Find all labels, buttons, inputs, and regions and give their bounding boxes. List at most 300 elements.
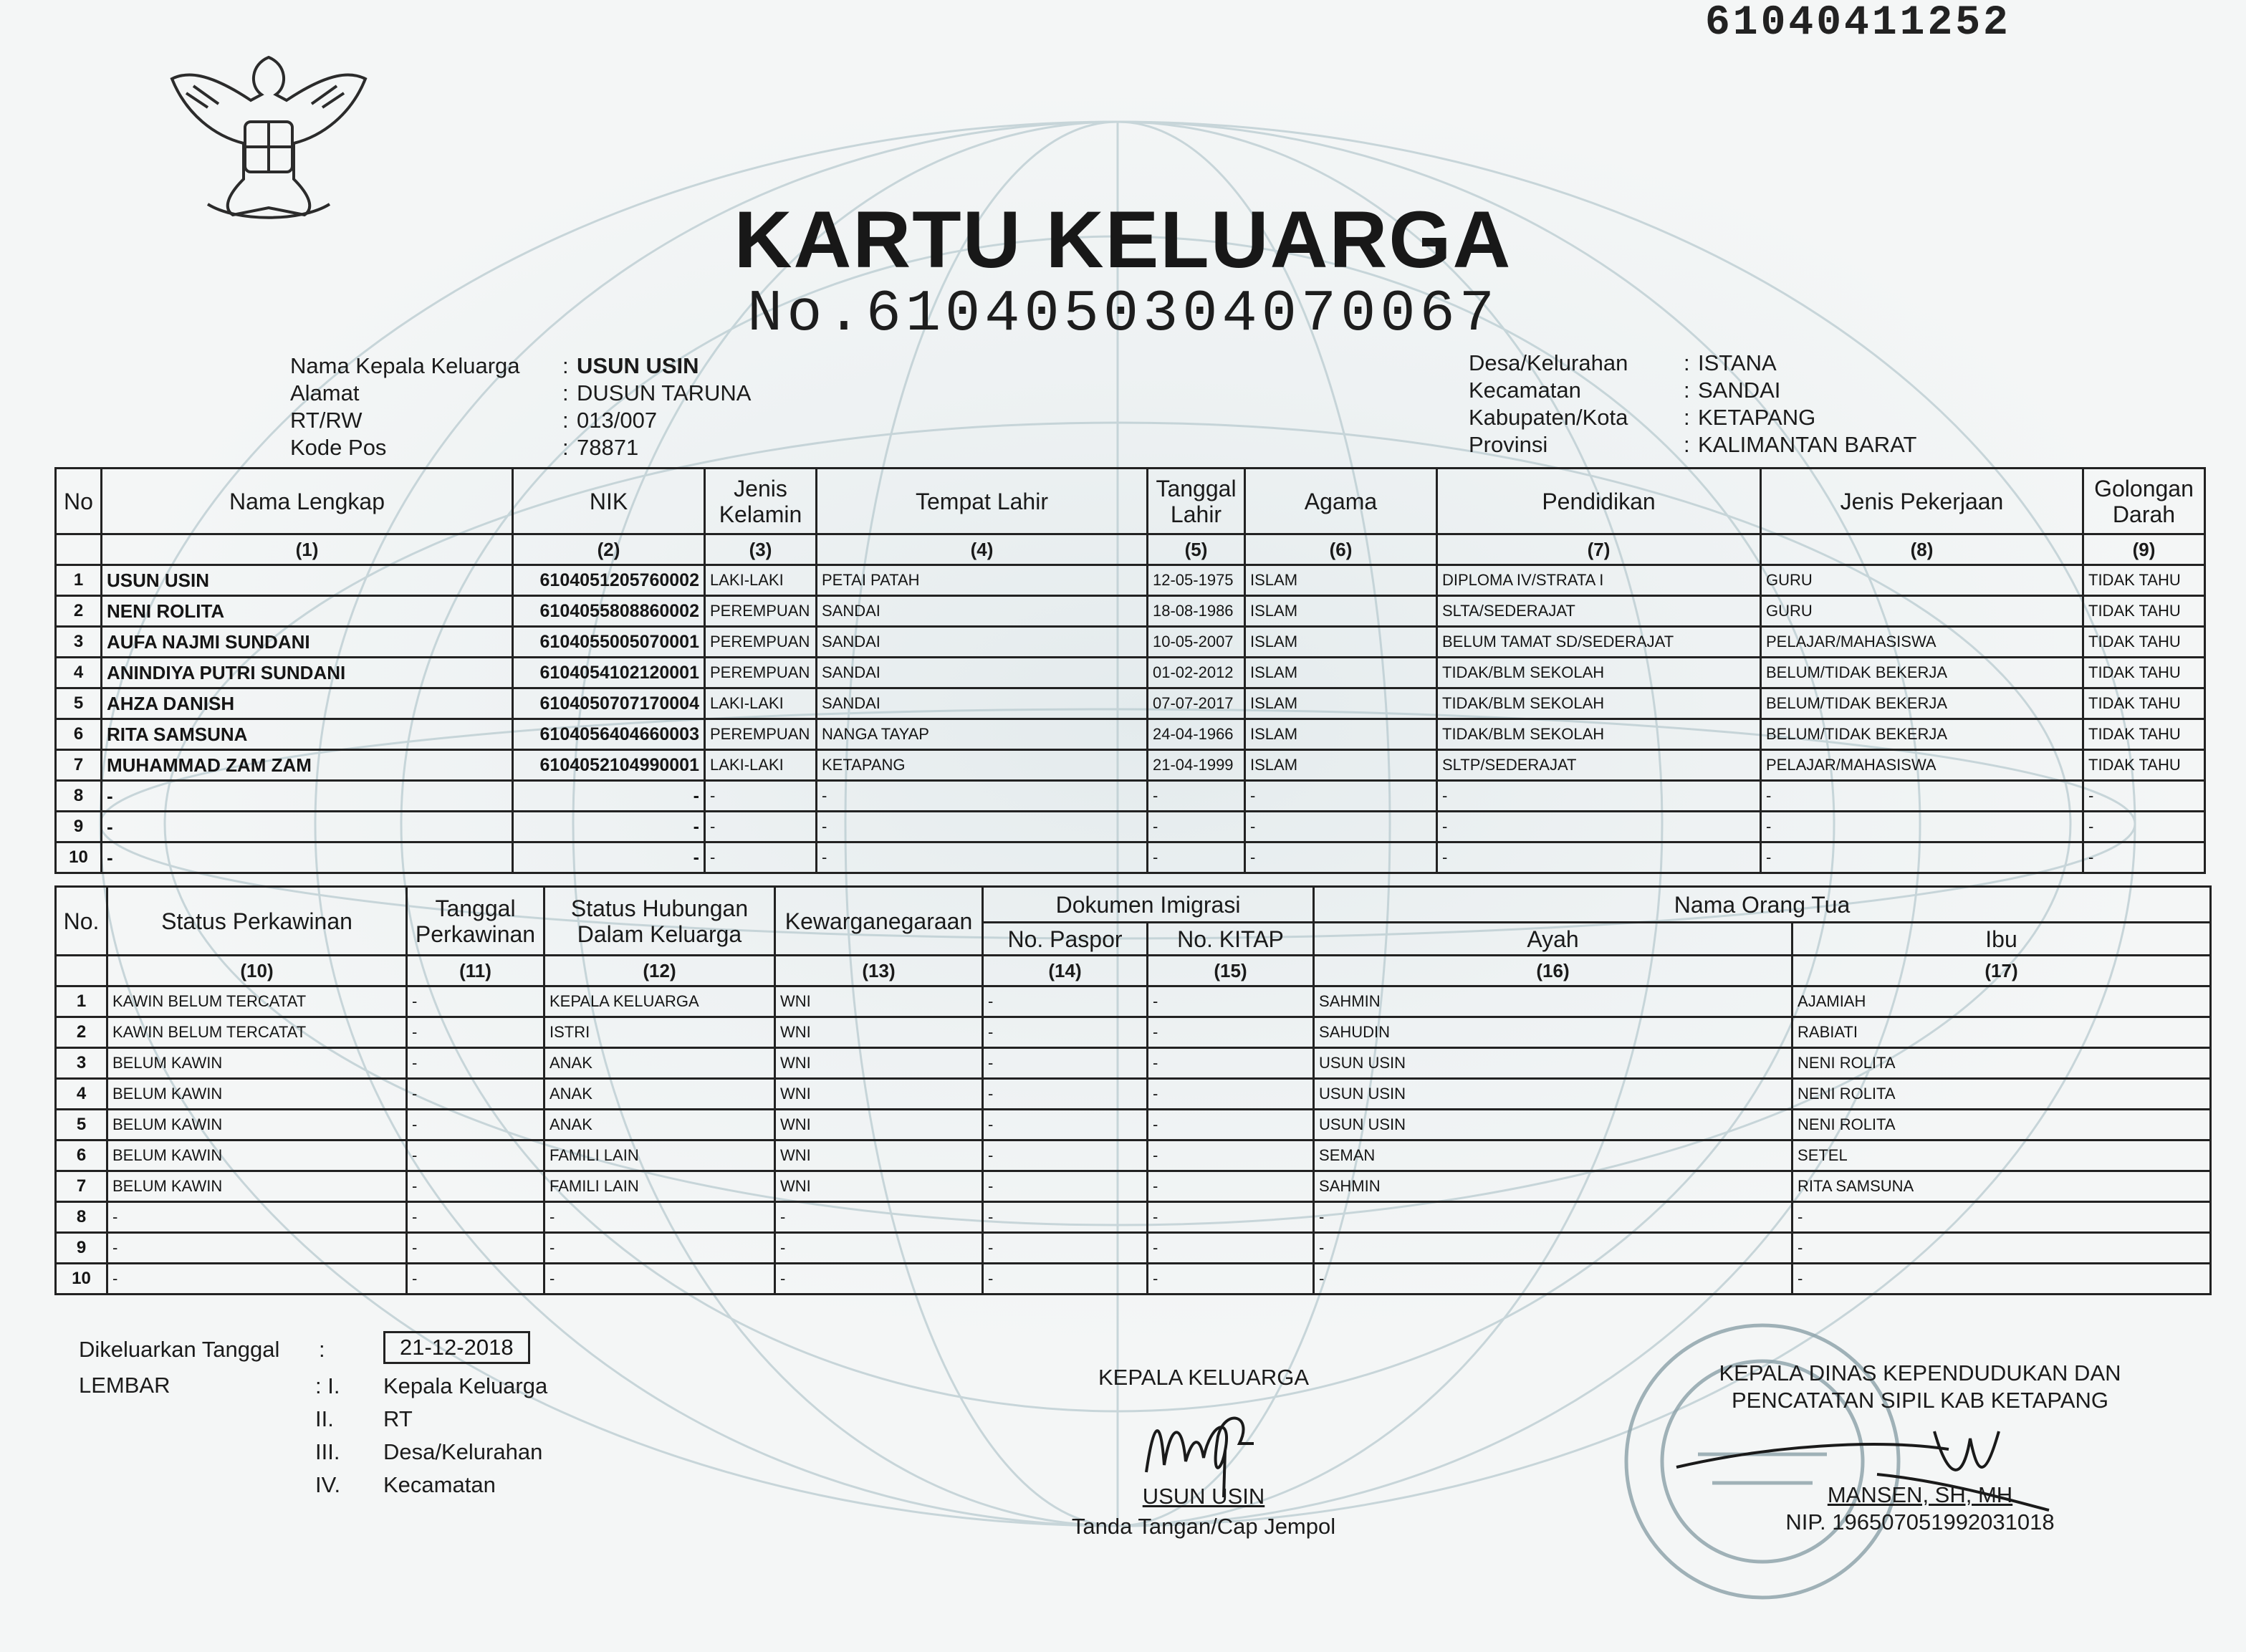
table-cell: AUFA NAJMI SUNDANI — [102, 627, 513, 658]
table-cell: LAKI-LAKI — [705, 565, 817, 596]
table-cell: - — [407, 1264, 544, 1295]
table-cell: USUN USIN — [1314, 1079, 1793, 1110]
lembar-text: Kecamatan — [383, 1472, 496, 1497]
header-row — [1469, 431, 1916, 458]
table-cell: BELUM/TIDAK BEKERJA — [1761, 688, 2083, 719]
header-right-info — [1469, 350, 1916, 458]
table-cell: 2 — [56, 1017, 107, 1048]
table-cell: RITA SAMSUNA — [102, 719, 513, 750]
header-colon: : — [1684, 378, 1690, 403]
table-cell: LAKI-LAKI — [705, 750, 817, 781]
official-nip: NIP. 196507051992031018 — [1785, 1509, 2055, 1535]
col-number: (14) — [983, 956, 1148, 986]
table-cell: 6104055808860002 — [513, 596, 705, 627]
header-label: Kode Pos — [290, 435, 387, 460]
table-cell: - — [1148, 1202, 1314, 1233]
col-no-kitap: No. KITAP — [1148, 923, 1314, 956]
table-cell: 9 — [56, 812, 102, 842]
table-cell: 6 — [56, 1140, 107, 1171]
table-cell: 21-04-1999 — [1148, 750, 1245, 781]
header-row — [290, 434, 751, 461]
table-cell: NENI ROLITA — [102, 596, 513, 627]
table-cell: 6104050707170004 — [513, 688, 705, 719]
header-row — [290, 352, 751, 380]
table-cell: - — [407, 986, 544, 1017]
table-cell: ISLAM — [1245, 750, 1437, 781]
table-cell: PEREMPUAN — [705, 658, 817, 688]
header-colon: : — [562, 380, 569, 405]
table-cell: SAHMIN — [1314, 1171, 1793, 1202]
table-cell: - — [102, 812, 513, 842]
lembar-roman: III. — [315, 1439, 340, 1464]
table-cell: BELUM KAWIN — [107, 1110, 407, 1140]
table-cell: - — [1437, 781, 1761, 812]
col-number: (5) — [1148, 534, 1245, 565]
table-cell: SEMAN — [1314, 1140, 1793, 1171]
official-signature-block — [1633, 1360, 2207, 1536]
col-nama-orang-tua: Nama Orang Tua — [1314, 887, 2211, 923]
header-label: Nama Kepala Keluarga — [290, 353, 520, 378]
table-cell: DIPLOMA IV/STRATA I — [1437, 565, 1761, 596]
table-cell: ISLAM — [1245, 719, 1437, 750]
lembar-list — [315, 1370, 547, 1502]
table-cell: WNI — [775, 1171, 983, 1202]
table-cell: SAHUDIN — [1314, 1017, 1793, 1048]
col-number: (6) — [1245, 534, 1437, 565]
col-number: (1) — [102, 534, 513, 565]
table-cell: 24-04-1966 — [1148, 719, 1245, 750]
table-cell: BELUM KAWIN — [107, 1048, 407, 1079]
table-cell: 07-07-2017 — [1148, 688, 1245, 719]
table-cell: NENI ROLITA — [1793, 1110, 2211, 1140]
table-cell: TIDAK TAHU — [2083, 658, 2205, 688]
table-cell: PELAJAR/MAHASISWA — [1761, 750, 2083, 781]
table-cell: 1 — [56, 565, 102, 596]
table-cell: ANAK — [544, 1079, 775, 1110]
table-row — [56, 1017, 2211, 1048]
lembar-item — [315, 1436, 547, 1469]
table-cell: ANAK — [544, 1048, 775, 1079]
table-cell: - — [107, 1202, 407, 1233]
header-value: KETAPANG — [1698, 405, 1816, 430]
official-title-line1: KEPALA DINAS KEPENDUDUKAN DAN — [1719, 1360, 2121, 1386]
table-cell: 6104051205760002 — [513, 565, 705, 596]
table-cell: ISLAM — [1245, 565, 1437, 596]
col-number: (7) — [1437, 534, 1761, 565]
table-cell: 12-05-1975 — [1148, 565, 1245, 596]
col-number: (4) — [817, 534, 1148, 565]
lembar-label: LEMBAR — [79, 1373, 171, 1398]
table-cell: - — [2083, 842, 2205, 873]
lembar-text: Desa/Kelurahan — [383, 1439, 543, 1464]
table-cell: MUHAMMAD ZAM ZAM — [102, 750, 513, 781]
header-value: USUN USIN — [577, 353, 699, 378]
table-cell: 9 — [56, 1233, 107, 1264]
table-cell: - — [1148, 1171, 1314, 1202]
col-header: Tanggal Lahir — [1148, 469, 1245, 534]
table-cell: ANINDIYA PUTRI SUNDANI — [102, 658, 513, 688]
table-cell: 8 — [56, 1202, 107, 1233]
official-name: MANSEN, SH, MH — [1827, 1482, 2013, 1507]
header-left-info — [290, 352, 751, 461]
table-cell: ISLAM — [1245, 627, 1437, 658]
table-cell: 3 — [56, 627, 102, 658]
table-cell: - — [983, 1233, 1148, 1264]
header-row — [290, 380, 751, 407]
table-cell: GURU — [1761, 565, 2083, 596]
table-cell: - — [407, 1048, 544, 1079]
col-header: Jenis Pekerjaan — [1761, 469, 2083, 534]
table-row — [56, 1171, 2211, 1202]
issued-date-colon: : — [319, 1337, 325, 1362]
table-cell: 4 — [56, 1079, 107, 1110]
issued-date: 21-12-2018 — [383, 1331, 530, 1364]
header-row — [290, 407, 751, 434]
table-cell: - — [817, 781, 1148, 812]
col-header: Jenis Kelamin — [705, 469, 817, 534]
table-cell: ISLAM — [1245, 596, 1437, 627]
table-cell: - — [983, 1079, 1148, 1110]
lembar-text: RT — [383, 1406, 413, 1431]
table-cell: ANAK — [544, 1110, 775, 1140]
table-cell: ISTRI — [544, 1017, 775, 1048]
table-cell: 10 — [56, 842, 102, 873]
table-cell: SLTP/SEDERAJAT — [1437, 750, 1761, 781]
table-cell: - — [2083, 781, 2205, 812]
table-cell: 5 — [56, 688, 102, 719]
table-cell: 01-02-2012 — [1148, 658, 1245, 688]
table-cell: 4 — [56, 658, 102, 688]
table-cell: - — [1245, 842, 1437, 873]
table-cell: PEREMPUAN — [705, 596, 817, 627]
col-tanggal-perkawinan: Tanggal Perkawinan — [407, 887, 544, 956]
table-row — [56, 1079, 2211, 1110]
table-cell: RITA SAMSUNA — [1793, 1171, 2211, 1202]
table-cell: - — [1148, 1264, 1314, 1295]
col-number: (15) — [1148, 956, 1314, 986]
table-cell: WNI — [775, 1079, 983, 1110]
col-dokumen-imigrasi: Dokumen Imigrasi — [983, 887, 1314, 923]
table-cell: PETAI PATAH — [817, 565, 1148, 596]
table-cell: 5 — [56, 1110, 107, 1140]
table-cell: BELUM KAWIN — [107, 1079, 407, 1110]
table-cell: - — [1437, 842, 1761, 873]
family-status-table — [54, 885, 2212, 1295]
table-row — [56, 842, 2205, 873]
table-cell: - — [1761, 781, 2083, 812]
official-signature-icon — [1662, 1417, 2063, 1517]
col-number: (11) — [407, 956, 544, 986]
header-value: SANDAI — [1698, 378, 1781, 403]
col-kewarganegaraan: Kewarganegaraan — [775, 887, 983, 956]
header-row — [1469, 350, 1916, 377]
table-cell: 7 — [56, 1171, 107, 1202]
table-cell: TIDAK TAHU — [2083, 688, 2205, 719]
table-cell: - — [407, 1171, 544, 1202]
table-cell: - — [1761, 812, 2083, 842]
table-cell: - — [775, 1264, 983, 1295]
table-cell: - — [1314, 1264, 1793, 1295]
table-row — [56, 781, 2205, 812]
table-cell: TIDAK TAHU — [2083, 565, 2205, 596]
table-cell: FAMILI LAIN — [544, 1140, 775, 1171]
table-cell: - — [544, 1264, 775, 1295]
table-cell: USUN USIN — [102, 565, 513, 596]
table-cell: FAMILI LAIN — [544, 1171, 775, 1202]
table-cell: BELUM KAWIN — [107, 1140, 407, 1171]
table-row — [56, 719, 2205, 750]
header-label: RT/RW — [290, 408, 363, 433]
table-cell: SLTA/SEDERAJAT — [1437, 596, 1761, 627]
table-cell: GURU — [1761, 596, 2083, 627]
table-row — [56, 627, 2205, 658]
table-cell: RABIATI — [1793, 1017, 2211, 1048]
table-row — [56, 1048, 2211, 1079]
table-row — [56, 1110, 2211, 1140]
table-cell: BELUM TAMAT SD/SEDERAJAT — [1437, 627, 1761, 658]
table-cell: - — [1793, 1202, 2211, 1233]
table-cell: 18-08-1986 — [1148, 596, 1245, 627]
header-row — [1469, 377, 1916, 404]
table-row — [56, 812, 2205, 842]
col-status-perkawinan: Status Perkawinan — [107, 887, 407, 956]
issued-date-label: Dikeluarkan Tanggal — [79, 1337, 280, 1362]
header-value: KALIMANTAN BARAT — [1698, 432, 1917, 457]
table-cell: TIDAK/BLM SEKOLAH — [1437, 688, 1761, 719]
table-row — [56, 1140, 2211, 1171]
table-cell: - — [102, 842, 513, 873]
table-row — [56, 1202, 2211, 1233]
header-value: 013/007 — [577, 408, 658, 433]
table-row — [56, 596, 2205, 627]
table-cell: - — [407, 1140, 544, 1171]
table-cell: - — [817, 842, 1148, 873]
col-header: NIK — [513, 469, 705, 534]
table-cell: - — [1148, 1233, 1314, 1264]
header-colon: : — [1684, 405, 1690, 430]
header-colon: : — [1684, 432, 1690, 457]
header-value: 78871 — [577, 435, 639, 460]
col-number — [56, 956, 107, 986]
col-number: (9) — [2083, 534, 2205, 565]
header-value: DUSUN TARUNA — [577, 380, 752, 405]
lembar-item — [315, 1403, 547, 1436]
table-cell: BELUM KAWIN — [107, 1171, 407, 1202]
col-header: Tempat Lahir — [817, 469, 1148, 534]
table-cell: 6 — [56, 719, 102, 750]
table-cell: BELUM/TIDAK BEKERJA — [1761, 719, 2083, 750]
col-no: No. — [56, 887, 107, 956]
table-cell: 6104054102120001 — [513, 658, 705, 688]
table-cell: 10-05-2007 — [1148, 627, 1245, 658]
header-label: Desa/Kelurahan — [1469, 350, 1628, 375]
table-cell: - — [1148, 1140, 1314, 1171]
table-cell: - — [1314, 1202, 1793, 1233]
table-cell: - — [983, 1140, 1148, 1171]
col-number: (3) — [705, 534, 817, 565]
table-cell: 1 — [56, 986, 107, 1017]
lembar-item — [315, 1370, 547, 1403]
table-cell: - — [983, 1048, 1148, 1079]
table-cell: TIDAK/BLM SEKOLAH — [1437, 719, 1761, 750]
table-cell: LAKI-LAKI — [705, 688, 817, 719]
table-cell: - — [102, 781, 513, 812]
head-of-family-signature-block — [974, 1365, 1433, 1540]
table-row — [56, 688, 2205, 719]
table-cell: - — [1314, 1233, 1793, 1264]
header-label: Provinsi — [1469, 432, 1548, 457]
table-row — [56, 986, 2211, 1017]
table-cell: - — [983, 1110, 1148, 1140]
col-number: (2) — [513, 534, 705, 565]
table-cell: TIDAK TAHU — [2083, 596, 2205, 627]
header-row — [1469, 404, 1916, 431]
table-cell: - — [544, 1233, 775, 1264]
table-cell: - — [817, 812, 1148, 842]
table-cell: - — [1793, 1264, 2211, 1295]
table-cell: ISLAM — [1245, 658, 1437, 688]
table-cell: TIDAK TAHU — [2083, 750, 2205, 781]
table-cell: - — [407, 1202, 544, 1233]
table-cell: - — [1148, 1079, 1314, 1110]
table-row — [56, 750, 2205, 781]
table-cell: - — [1148, 812, 1245, 842]
col-header: Golongan Darah — [2083, 469, 2205, 534]
table-cell: - — [983, 1017, 1148, 1048]
table-cell: KAWIN BELUM TERCATAT — [107, 1017, 407, 1048]
col-header: Pendidikan — [1437, 469, 1761, 534]
lembar-roman: : I. — [315, 1373, 340, 1398]
col-number: (12) — [544, 956, 775, 986]
col-number — [56, 534, 102, 565]
header-colon: : — [562, 408, 569, 433]
table-cell: 6104052104990001 — [513, 750, 705, 781]
table-cell: - — [407, 1017, 544, 1048]
table-row — [56, 1264, 2211, 1295]
table-cell: PEREMPUAN — [705, 627, 817, 658]
table-cell: NENI ROLITA — [1793, 1048, 2211, 1079]
col-number: (17) — [1793, 956, 2211, 986]
table-cell: SANDAI — [817, 688, 1148, 719]
header-colon: : — [562, 435, 569, 460]
table-cell: USUN USIN — [1314, 1110, 1793, 1140]
table-cell: NENI ROLITA — [1793, 1079, 2211, 1110]
table-cell: - — [983, 1264, 1148, 1295]
table-cell: - — [983, 1171, 1148, 1202]
table-cell: - — [983, 1202, 1148, 1233]
lembar-text: Kepala Keluarga — [383, 1373, 548, 1398]
table-cell: 10 — [56, 1264, 107, 1295]
table-cell: SANDAI — [817, 627, 1148, 658]
document-title: KARTU KELUARGA — [734, 195, 1512, 284]
table-cell: 7 — [56, 750, 102, 781]
lembar-item — [315, 1469, 547, 1502]
table-cell: WNI — [775, 1140, 983, 1171]
table-cell: - — [107, 1264, 407, 1295]
col-ibu: Ibu — [1793, 923, 2211, 956]
table-cell: - — [1148, 986, 1314, 1017]
header-label: Alamat — [290, 380, 360, 405]
table-row — [56, 565, 2205, 596]
col-header: Nama Lengkap — [102, 469, 513, 534]
table-cell: 6104055005070001 — [513, 627, 705, 658]
col-header: Agama — [1245, 469, 1437, 534]
table-cell: PELAJAR/MAHASISWA — [1761, 627, 2083, 658]
table-cell: - — [705, 781, 817, 812]
head-sign-title: KEPALA KELUARGA — [1098, 1365, 1310, 1390]
table-cell: - — [1437, 812, 1761, 842]
table-cell: SETEL — [1793, 1140, 2211, 1171]
table-cell: - — [513, 781, 705, 812]
table-cell: - — [1245, 781, 1437, 812]
table-cell: SANDAI — [817, 658, 1148, 688]
table-cell: - — [1148, 842, 1245, 873]
table-cell: KEPALA KELUARGA — [544, 986, 775, 1017]
table-cell: 2 — [56, 596, 102, 627]
header-label: Kabupaten/Kota — [1469, 405, 1628, 430]
table-row — [56, 658, 2205, 688]
table-cell: - — [775, 1233, 983, 1264]
header-value: ISTANA — [1698, 350, 1777, 375]
col-no-paspor: No. Paspor — [983, 923, 1148, 956]
table-cell: - — [1793, 1233, 2211, 1264]
table-cell: - — [513, 812, 705, 842]
table-cell: PEREMPUAN — [705, 719, 817, 750]
table-cell: WNI — [775, 986, 983, 1017]
table-cell: 8 — [56, 781, 102, 812]
family-members-table — [54, 467, 2206, 874]
lembar-roman: II. — [315, 1406, 334, 1431]
table-cell: - — [407, 1233, 544, 1264]
table-cell: - — [705, 812, 817, 842]
table-row — [56, 1233, 2211, 1264]
table-cell: SAHMIN — [1314, 986, 1793, 1017]
signature-icon — [1132, 1393, 1275, 1501]
table-cell: - — [1148, 781, 1245, 812]
table-cell: - — [1148, 1048, 1314, 1079]
col-status-hubungan: Status Hubungan Dalam Keluarga — [544, 887, 775, 956]
table-cell: - — [1148, 1017, 1314, 1048]
table-cell: TIDAK TAHU — [2083, 627, 2205, 658]
table-cell: WNI — [775, 1017, 983, 1048]
table-cell: - — [513, 842, 705, 873]
table-cell: WNI — [775, 1110, 983, 1140]
col-number: (16) — [1314, 956, 1793, 986]
table-cell: - — [1148, 1110, 1314, 1140]
header-colon: : — [562, 353, 569, 378]
table-cell: KETAPANG — [817, 750, 1148, 781]
table-cell: - — [407, 1110, 544, 1140]
table-cell: AHZA DANISH — [102, 688, 513, 719]
table-cell: USUN USIN — [1314, 1048, 1793, 1079]
table-cell: 3 — [56, 1048, 107, 1079]
table-cell: - — [775, 1202, 983, 1233]
head-sign-caption: Tanda Tangan/Cap Jempol — [1071, 1514, 1336, 1539]
table-cell: NANGA TAYAP — [817, 719, 1148, 750]
official-title-line2: PENCATATAN SIPIL KAB KETAPANG — [1732, 1388, 2108, 1413]
col-number: (13) — [775, 956, 983, 986]
table-cell: WNI — [775, 1048, 983, 1079]
table-cell: - — [983, 986, 1148, 1017]
family-card-number: No.6104050304070067 — [747, 281, 1499, 347]
table-cell: BELUM/TIDAK BEKERJA — [1761, 658, 2083, 688]
header-label: Kecamatan — [1469, 378, 1581, 403]
table-cell: KAWIN BELUM TERCATAT — [107, 986, 407, 1017]
serial-number: 61040411252 — [1705, 0, 2011, 47]
table-cell: ISLAM — [1245, 688, 1437, 719]
table-cell: TIDAK/BLM SEKOLAH — [1437, 658, 1761, 688]
table-cell: SANDAI — [817, 596, 1148, 627]
